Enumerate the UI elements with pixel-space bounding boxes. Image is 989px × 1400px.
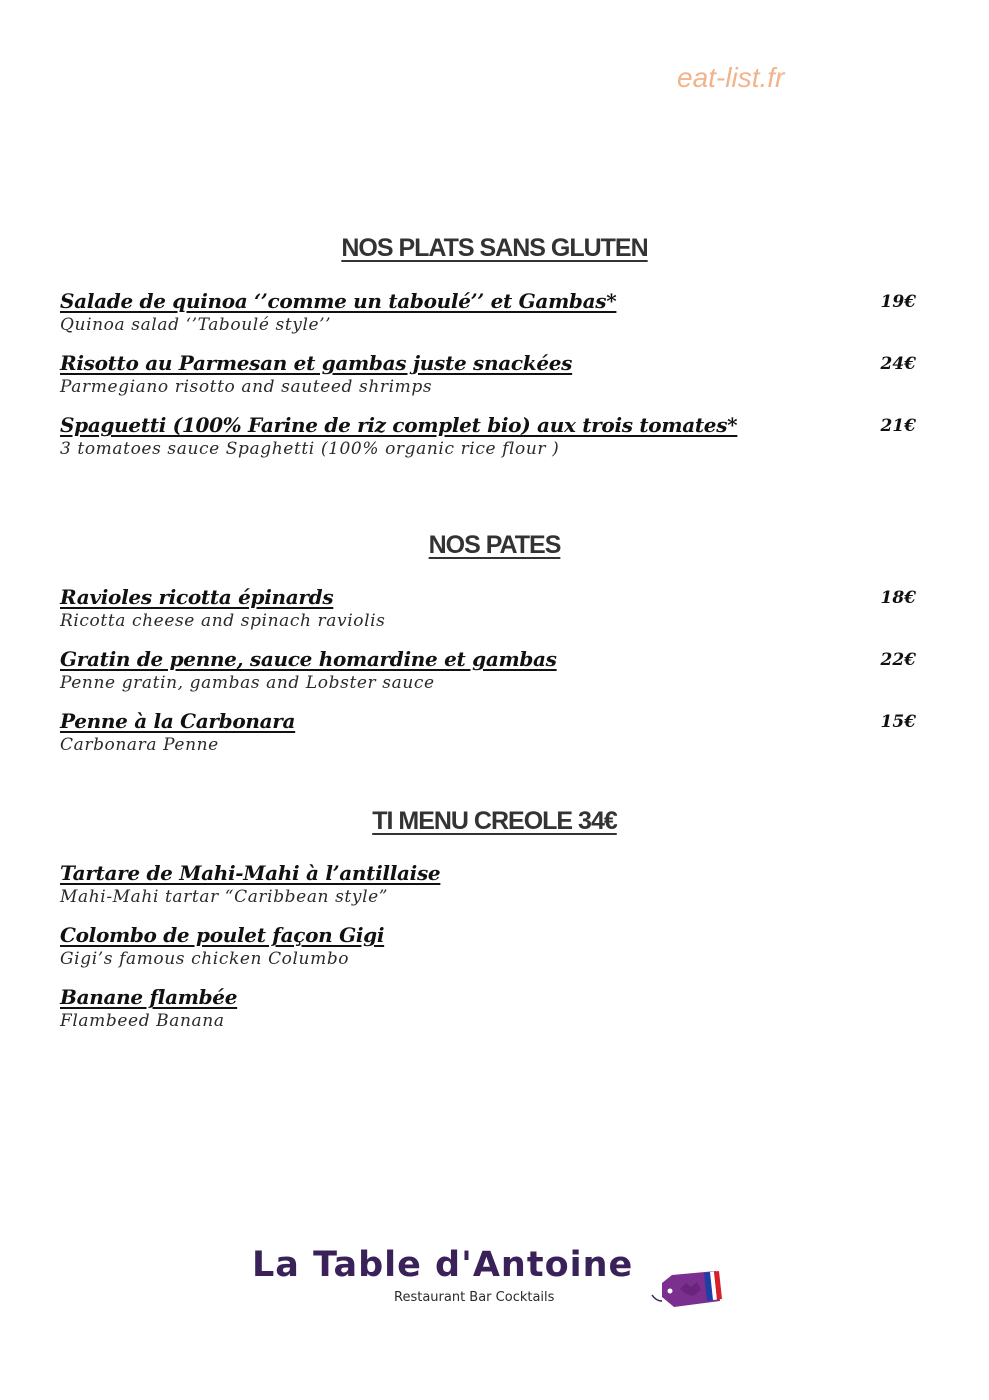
menu-item [60, 985, 930, 1031]
menu-item [60, 413, 930, 459]
restaurant-logo [252, 1245, 732, 1315]
menu-item [60, 861, 930, 907]
item-price: 22€ [880, 650, 916, 670]
item-name: Salade de quinoa ‘’comme un taboulé’’ et Gambas* [60, 289, 617, 313]
item-description: Ricotta cheese and spinach raviolis [60, 611, 386, 631]
item-name: Ravioles ricotta épinards [60, 585, 334, 609]
logo-tagline: Restaurant Bar Cocktails [394, 1290, 555, 1305]
menu-item [60, 289, 930, 335]
menu-item [60, 923, 930, 969]
item-description: Mahi-Mahi tartar “Caribbean style” [60, 887, 389, 907]
item-description: Flambeed Banana [60, 1011, 225, 1031]
menu-item [60, 351, 930, 397]
item-name: Spaguetti (100% Farine de riz complet bio) aux trois tomates* [60, 413, 738, 437]
item-name: Gratin de penne, sauce homardine et gambas [60, 647, 557, 671]
item-description: Carbonara Penne [60, 735, 219, 755]
item-name: Risotto au Parmesan et gambas juste snackées [60, 351, 573, 375]
logo-name: La Table d'Antoine [252, 1245, 634, 1285]
item-price: 21€ [880, 416, 916, 436]
item-description: Parmegiano risotto and sauteed shrimps [60, 377, 433, 397]
item-name: Banane flambée [60, 985, 238, 1009]
section-title: TI MENU CREOLE 34€ [372, 807, 617, 835]
menu-item [60, 585, 930, 631]
watermark: eat-list.fr [677, 62, 785, 93]
item-price: 24€ [880, 354, 916, 374]
item-description: Penne gratin, gambas and Lobster sauce [60, 673, 435, 693]
item-price: 19€ [880, 292, 916, 312]
item-description: Quinoa salad ‘’Taboulé style’’ [60, 315, 332, 335]
item-name: Colombo de poulet façon Gigi [60, 923, 385, 947]
item-description: Gigi’s famous chicken Columbo [60, 949, 350, 969]
menu-item [60, 709, 930, 755]
section-title: NOS PATES [428, 531, 561, 559]
item-name: Tartare de Mahi-Mahi à l’antillaise [60, 861, 441, 885]
menu-item [60, 647, 930, 693]
item-price: 18€ [880, 588, 916, 608]
price-tag-icon [650, 1261, 730, 1311]
item-description: 3 tomatoes sauce Spaghetti (100% organic rice flour ) [60, 439, 560, 459]
item-price: 15€ [880, 712, 916, 732]
section-title: NOS PLATS SANS GLUTEN [341, 234, 648, 262]
item-name: Penne à la Carbonara [60, 709, 296, 733]
